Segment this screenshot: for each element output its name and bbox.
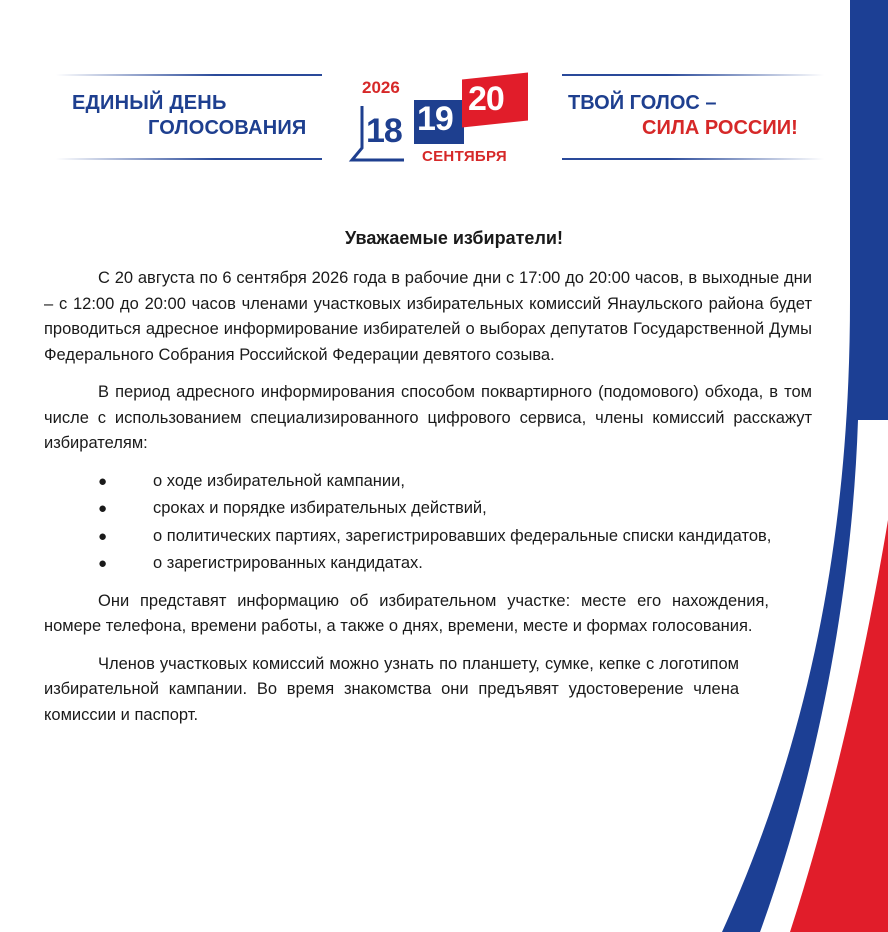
paragraph: С 20 августа по 6 сентября 2026 года в рабочие дни с 17:00 до 20:00 часов, в выходные дни – с 12:00 до 20:00 часов членами участковых избирательных комиссий Янаульского района будет проводиться адресное информирование избирателей о выборах депутатов Государственной Думы Федерального Собрания Российской Федерации девятого созыва. bbox=[44, 269, 812, 364]
header-right-banner bbox=[562, 74, 824, 160]
election-logo bbox=[348, 68, 534, 170]
header-left-banner bbox=[56, 74, 322, 160]
list-item bbox=[44, 469, 812, 495]
list-item bbox=[44, 524, 812, 550]
list-item-text: о политических партиях, зарегистрировавших федеральные списки кандидатов, bbox=[153, 526, 772, 545]
logo-year: 2026 bbox=[362, 78, 400, 97]
banner-text: ГОЛОСОВАНИЯ bbox=[148, 117, 307, 139]
list-item-text: сроках и порядке избирательных действий, bbox=[153, 499, 487, 517]
bullet-icon: ● bbox=[98, 555, 108, 572]
divider bbox=[56, 158, 322, 160]
page-title: Уважаемые избиратели! bbox=[345, 228, 563, 248]
paragraph: Они представят информацию об избирательном участке: месте его нахождения, номере телефона, времени работы, а также о днях, времени, месте и формах голосования. bbox=[44, 591, 769, 635]
bullet-icon: ● bbox=[98, 472, 108, 490]
slogan-text: ТВОЙ ГОЛОС – bbox=[568, 92, 717, 114]
bullet-icon: ● bbox=[98, 500, 108, 517]
list-item bbox=[44, 496, 812, 522]
divider bbox=[562, 158, 824, 160]
paragraph: Членов участковых комиссий можно узнать по планшету, сумке, кепке с логотипом избирательной кампании. Во время знакомства они предъявят удостоверение члена комиссии и паспорт. bbox=[44, 654, 739, 724]
logo-day-18: 18 bbox=[366, 112, 402, 150]
paragraph: В период адресного информирования способом поквартирного (подомового) обхода, в том числе с использованием специализированного цифрового сервиса, члены комиссий расскажут избирателям: bbox=[44, 383, 812, 452]
list-item-text: о зарегистрированных кандидатах. bbox=[153, 554, 423, 572]
banner-text: ЕДИНЫЙ ДЕНЬ bbox=[72, 92, 227, 114]
bullet-icon: ● bbox=[98, 527, 108, 545]
divider bbox=[56, 74, 322, 76]
announcement-body bbox=[44, 266, 812, 740]
logo-day-20: 20 bbox=[468, 80, 504, 118]
topics-list bbox=[44, 469, 812, 577]
logo-day-19: 19 bbox=[417, 100, 453, 138]
list-item-text: о ходе избирательной кампании, bbox=[153, 471, 405, 490]
divider bbox=[562, 74, 824, 76]
list-item bbox=[44, 551, 812, 577]
slogan-text-red: СИЛА РОССИИ! bbox=[642, 117, 798, 139]
logo-month: СЕНТЯБРЯ bbox=[422, 148, 508, 165]
